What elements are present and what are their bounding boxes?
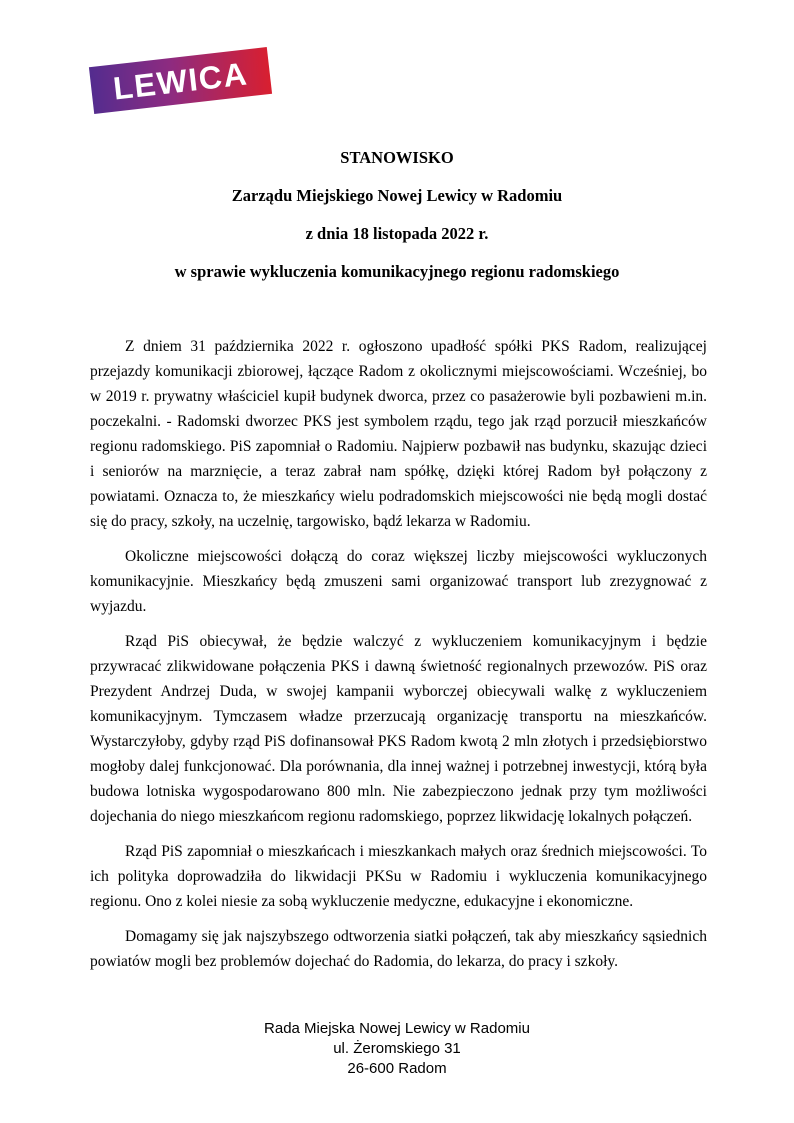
document-heading-block <box>0 149 794 301</box>
body-paragraph-3: Rząd PiS obiecywał, że będzie walczyć z wykluczeniem komunikacyjnym i będzie przywracać zlikwidowane połączenia PKS i dawną świetność regionalnych przewozów. PiS oraz Prezydent Andrzej Duda, w swojej kampanii wyborczej obiecywali walkę z wykluczeniem komunikacyjnym. Tymczasem władze przerzucają organizację transportu na mieszkańców. Wystarczyłoby, gdyby rząd PiS dofinansował PKS Radom kwotą 2 mln złotych i przedsiębiorstwo mogłoby dalej funkcjonować. Dla porównania, dla innej ważnej i potrzebnej inwestycji, którą była budowa lotniska wygospodarowano 800 mln. Nie zabezpieczono jednak przy tym możliwości dojechania do niego mieszkańcom regionu radomskiego, poprzez likwidację lokalnych połączeń. <box>90 633 707 825</box>
lewica-logo-banner <box>89 47 272 114</box>
footer-org-name: Rada Miejska Nowej Lewicy w Radomiu <box>264 1020 530 1037</box>
footer-street: ul. Żeromskiego 31 <box>333 1040 461 1057</box>
body-paragraph-5: Domagamy się jak najszybszego odtworzenia siatki połączeń, tak aby mieszkańcy sąsiednich powiatów mogli bez problemów dojechać do Radomia, do lekarza, do pracy i szkoły. <box>90 928 707 970</box>
body-paragraph-2: Okoliczne miejscowości dołączą do coraz większej liczby miejscowości wykluczonych komunikacyjnie. Mieszkańcy będą zmuszeni sami organizować transport lub zrezygnować z wyjazdu. <box>90 548 707 615</box>
heading-subject: w sprawie wykluczenia komunikacyjnego regionu radomskiego <box>174 262 620 281</box>
footer-postal-city: 26-600 Radom <box>347 1060 447 1077</box>
footer-address-block <box>0 1019 794 1079</box>
heading-stanowisko: STANOWISKO <box>340 148 454 167</box>
body-paragraph-1: Z dniem 31 października 2022 r. ogłoszono upadłość spółki PKS Radom, realizującej przejazdy komunikacji zbiorowej, łączące Radom z okolicznymi miejscowościami. Wcześniej, bo w 2019 r. prywatny właściciel kupił budynek dworca, przez co pasażerowie byli pozbawieni m.in. poczekalni. - Radomski dworzec PKS jest symbolem rządu, tego jak rząd porzucił mieszkańców regionu radomskiego. PiS zapomniał o Radomiu. Najpierw pozbawił nas budynku, skazując dzieci i seniorów na marznięcie, a teraz zabrał nam spółkę, dzięki której Radom był połączony z powiatami. Oznacza to, że mieszkańcy wielu podradomskich miejscowości nie będą mogli dostać się do pracy, szkoły, na uczelnię, targowisko, bądź lekarza w Radomiu. <box>90 338 707 530</box>
lewica-logo-text: LEWICA <box>111 54 250 107</box>
heading-date: z dnia 18 listopada 2022 r. <box>305 224 489 243</box>
document-body <box>90 334 707 984</box>
heading-issuer: Zarządu Miejskiego Nowej Lewicy w Radomiu <box>231 186 563 205</box>
body-paragraph-4: Rząd PiS zapomniał o mieszkańcach i mieszkankach małych oraz średnich miejscowości. To ich polityka doprowadziła do likwidacji PKSu w Radomiu i wykluczenia komunikacyjnego regionu. Ono z kolei niesie za sobą wykluczenie medyczne, edukacyjne i ekonomiczne. <box>90 843 707 910</box>
